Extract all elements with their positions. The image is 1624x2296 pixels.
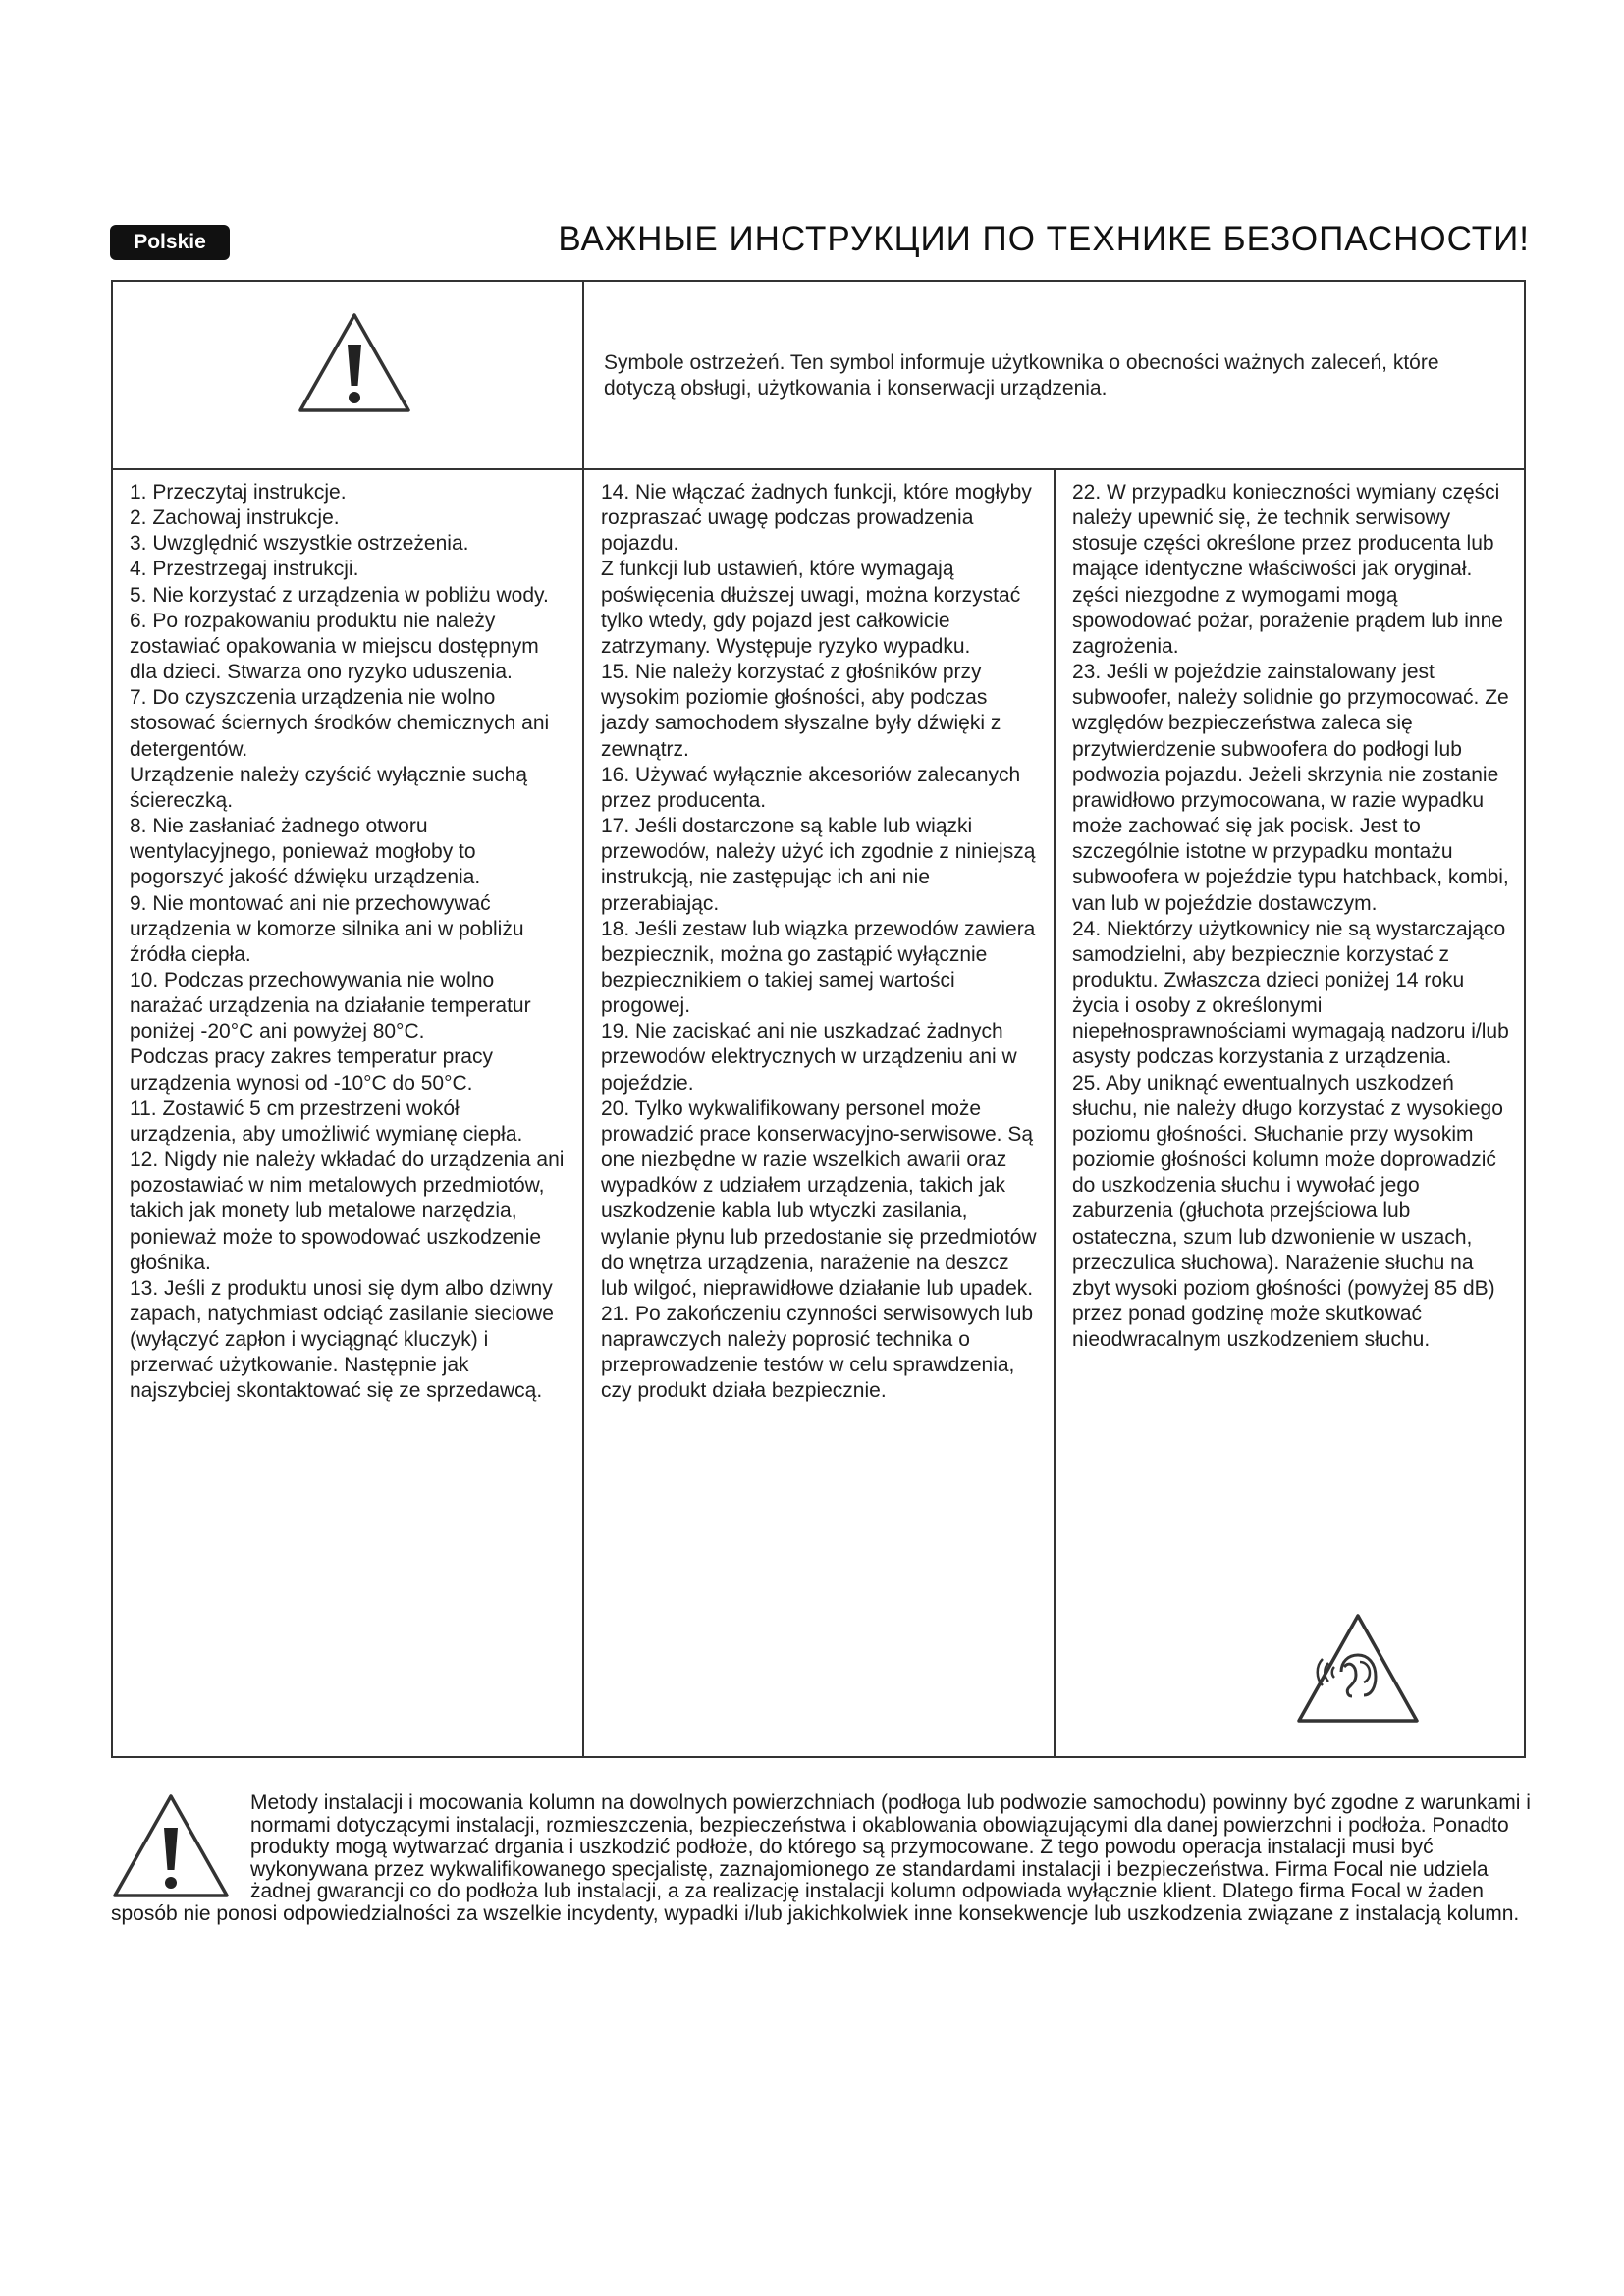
instruction-item: 17. Jeśli dostarczone są kable lub wiązki przewodów, należy użyć ich zgodnie z niniejszą instrukcją, nie zastępując ich ani nie przerabiając. (601, 815, 1036, 915)
icon-spacer (111, 1792, 250, 1902)
warning-triangle-icon (297, 311, 412, 415)
instruction-item: 5. Nie korzystać z urządzenia w pobliżu wody. (130, 583, 549, 607)
instruction-item: 22. W przypadku konieczności wymiany części należy upewnić się, że technik serwisowy stosuje części określone przez producenta lub mające identyczne właściwości jak oryginał. zęści niezgodne z wymogami mogą spowodować pożar, porażenie prądem lub inne zagrożenia. (1072, 481, 1503, 658)
instruction-item: 23. Jeśli w pojeździe zainstalowany jest subwoofer, należy solidnie go przymocować. Ze względów bezpieczeństwa zaleca się przytwierdzenie subwoofera do podłogi lub podwozia pojazdu. Jeżeli skrzynia nie zostanie prawidłowo przymocowana, w razie wypadku może zachować się jak pocisk. Jest to szczególnie istotne w przypadku montażu subwoofera w pojeździe typu hatchback, kombi, van lub w pojeździe dostawczym. (1072, 661, 1509, 915)
instruction-item: 18. Jeśli zestaw lub wiązka przewodów zawiera bezpiecznik, można go zastąpić wyłącznie bezpiecznikiem o takiej samej wartości progowej. (601, 917, 1036, 1018)
instruction-item: 20. Tylko wykwalifikowany personel może prowadzić prace konserwacyjno-serwisowe. Są one niezbędne w razie wszelkich awarii oraz wypadków z udziałem urządzenia, takich jak uszkodzenie kabla lub wtyczki zasilania, wylanie płynu lub przedostanie się przedmiotów do wnętrza urządzenia, narażenie na deszcz lub wilgoć, nieprawidłowe działanie lub upadek. (601, 1096, 1037, 1300)
instruction-item: 14. Nie włączać żadnych funkcji, które mogłyby rozpraszać uwagę podczas prowadzenia pojazdu. (601, 481, 1032, 556)
instruction-item: 2. Zachowaj instrukcje. (130, 507, 340, 530)
instruction-item: Z funkcji lub ustawień, które wymagają poświęcenia dłuższej uwagi, można korzystać tylko wtedy, gdy pojazd jest całkowicie zatrzymany. Występuje ryzyko wypadku. (601, 558, 1021, 658)
instruction-item: 8. Nie zasłaniać żadnego otworu wentylacyjnego, ponieważ mogłoby to pogorszyć jakość dźwięku urządzenia. (130, 815, 481, 889)
instruction-item: 7. Do czyszczenia urządzenia nie wolno stosować ściernych środków chemicznych ani detergentów. (130, 686, 550, 761)
hearing-damage-warning-icon (1295, 1612, 1421, 1726)
instruction-item: 3. Uwzględnić wszystkie ostrzeżenia. (130, 532, 469, 556)
instruction-item: Podczas pracy zakres temperatur pracy urządzenia wynosi od -10°C do 50°C. (130, 1045, 493, 1095)
instruction-item: 13. Jeśli z produktu unosi się dym albo dziwny zapach, natychmiast odciąć zasilanie sieciowe (wyłączyć zapłon i wyciągnąć kluczyk) i przerwać użytkowanie. Następnie jak najszybciej skontaktować się ze sprzedawcą. (130, 1276, 554, 1403)
safety-table (111, 280, 1526, 1758)
instruction-item: 6. Po rozpakowaniu produktu nie należy zostawiać opakowania w miejscu dostępnym dla dzieci. Stwarza ono ryzyko uduszenia. (130, 609, 539, 684)
instruction-column-2 (584, 468, 1056, 1756)
language-badge: Polskie (110, 225, 230, 260)
instruction-columns (113, 468, 1524, 1756)
instruction-item: 24. Niektórzy użytkownicy nie są wystarczająco samodzielni, aby bezpiecznie korzystać z produktu. Zwłaszcza dzieci poniżej 14 roku życia i osoby z określonymi niepełnosprawnościami wymagają nadzoru i/lub asysty podczas korzystania z urządzenia. (1072, 917, 1509, 1069)
instruction-item: 15. Nie należy korzystać z głośników przy wysokim poziomie głośności, aby podczas jazdy samochodem słyszalne były dźwięki z zewnątrz. (601, 661, 1001, 761)
symbol-row (113, 282, 1524, 470)
page-title: ВАЖНЫЕ ИНСТРУКЦИИ ПО ТЕХНИКЕ БЕЗОПАСНОСТИ! (558, 220, 1530, 258)
instruction-item: 12. Nigdy nie należy wkładać do urządzenia ani pozostawiać w nim metalowych przedmiotów, takich jak monety lub metalowe narzędzia, ponieważ może to spowodować uszkodzenie głośnika. (130, 1148, 565, 1274)
instruction-item: 16. Używać wyłącznie akcesoriów zalecanych przez producenta. (601, 763, 1021, 812)
symbol-description: Symbole ostrzeżeń. Ten symbol informuje użytkownika o obecności ważnych zaleceń, które dotyczą obsługi, użytkowania i konserwacji urządzenia. (604, 351, 1439, 400)
instruction-item: 19. Nie zaciskać ani nie uszkadzać żadnych przewodów elektrycznych w urządzeniu ani w pojeździe. (601, 1020, 1017, 1095)
instruction-item: 9. Nie montować ani nie przechowywać urządzenia w komorze silnika ani w pobliżu źródła ciepła. (130, 891, 524, 966)
instruction-item: Urządzenie należy czyścić wyłącznie suchą ściereczką. (130, 763, 527, 812)
instruction-item: 4. Przestrzegaj instrukcji. (130, 558, 359, 581)
instruction-item: 11. Zostawić 5 cm przestrzeni wokół urządzenia, aby umożliwić wymianę ciepła. (130, 1096, 523, 1146)
instruction-column-1 (113, 468, 584, 1756)
instruction-item: 25. Aby uniknąć ewentualnych uszkodzeń słuchu, nie należy długo korzystać z wysokiego poziomu głośności. Słuchanie przy wysokim poziomie głośności kolumn może doprowadzić do uszkodzenia słuchu i wywołać jego zaburzenia (głuchota przejściowa lub ostateczna, szum lub dzwonienie w uszach, przeczulica słuchowa). Narażenie słuchu na zbyt wysoki poziom głośności (powyżej 85 dB) przez ponad godzinę może skutkować nieodwracalnym uszkodzeniem słuchu. (1072, 1071, 1503, 1352)
instruction-column-3 (1056, 468, 1524, 1756)
symbol-cell (113, 282, 584, 468)
instruction-item: 10. Podczas przechowywania nie wolno narażać urządzenia na działanie temperatur poniżej -20°C ani powyżej 80°C. (130, 968, 531, 1043)
installation-notice (111, 1792, 1535, 1925)
instruction-item: 21. Po zakończeniu czynności serwisowych lub naprawczych należy poprosić technika o przeprowadzenie testów w celu sprawdzenia, czy produkt działa bezpiecznie. (601, 1303, 1034, 1403)
installation-notice-text: Metody instalacji i mocowania kolumn na dowolnych powierzchniach (podłoga lub podwozie samochodu) powinny być zgodne z warunkami i normami dotyczącymi instalacji, rozmieszczenia, bezpieczeństwa i okablowania obowiązującymi dla danej powierzchni i podłoża. Ponadto produkty mogą wytwarzać drgania i uszkodzić podłoże, do którego są przymocowane. Z tego powodu operacja instalacji musi być wykonywana przez wykwalifikowanego specjalistę, zaznajomionego ze standardami instalacji i bezpieczeństwa. Firma Focal nie udziela żadnej gwarancji co do podłoża lub instalacji, a za realizację instalacji kolumn odpowiada wyłącznie klient. Dlatego firma Focal w żaden sposób nie ponosi odpowiedzialności za wszelkie incydenty, wypadki i/lub jakichkolwiek inne konsekwencje lub uszkodzenia związane z instalacją kolumn. (111, 1791, 1531, 1925)
instruction-item: 1. Przeczytaj instrukcje. (130, 481, 347, 504)
